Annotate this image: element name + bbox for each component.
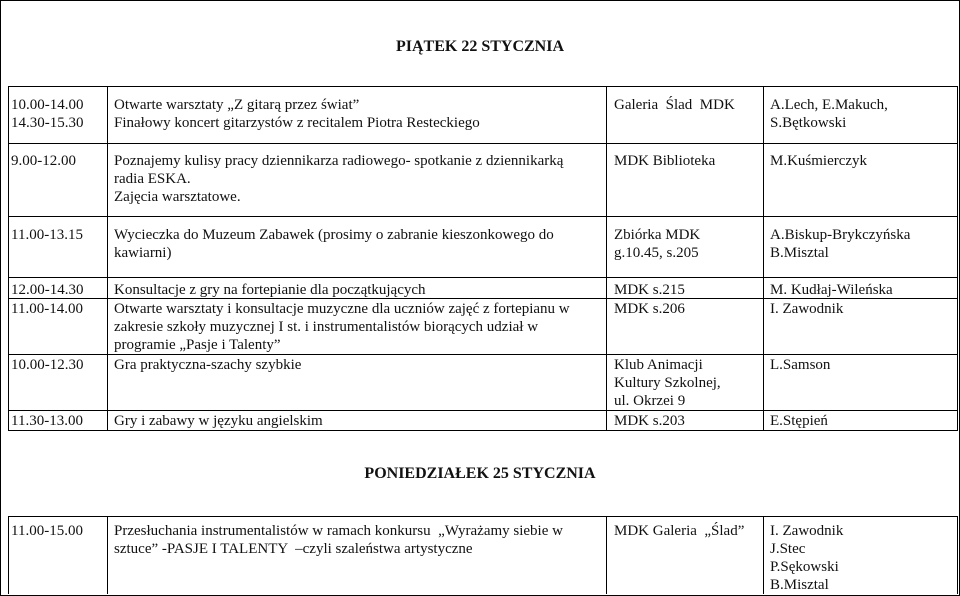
table-rule <box>763 516 764 594</box>
table-rule <box>107 86 108 430</box>
row-description: Przesłuchania instrumentalistów w ramach konkursu „Wyrażamy siebie w sztuce” -PASJE I TALENTY –czyli szaleństwa artystyczne <box>114 523 563 557</box>
row-description: Gry i zabawy w języku angielskim <box>114 413 323 429</box>
table-rule <box>763 86 764 430</box>
row-description: Konsultacje z gry na fortepianie dla początkujących <box>114 282 426 298</box>
table-rule <box>606 86 607 430</box>
table-rule <box>957 516 958 594</box>
table-rule <box>8 298 958 299</box>
row-description: Otwarte warsztaty „Z gitarą przez świat” Finałowy koncert gitarzystów z recitalem Piotra Resteckiego <box>114 97 480 131</box>
row-time: 10.00-12.30 <box>11 357 84 373</box>
table-rule <box>8 516 958 517</box>
row-person: M.Kuśmierczyk <box>770 153 868 169</box>
table-rule <box>8 516 9 594</box>
row-description: Otwarte warsztaty i konsultacje muzyczne dla uczniów zajęć z fortepianu w zakresie szkoły muzycznej I st. i instrumentalistów biorących udział w programie „Pasje i Talenty” <box>114 301 570 353</box>
row-person: A.Biskup-Brykczyńska B.Misztal <box>770 227 911 261</box>
row-time: 12.00-14.30 <box>11 282 84 298</box>
table-rule <box>8 216 958 217</box>
table-rule <box>8 410 958 411</box>
row-place: MDK Galeria „Ślad” <box>614 523 745 539</box>
row-place: MDK s.206 <box>614 301 685 317</box>
row-place: MDK Biblioteka <box>614 153 716 169</box>
row-time: 11.00-13.15 <box>11 227 83 243</box>
row-person: I. Zawodnik <box>770 301 844 317</box>
table-rule <box>8 86 958 87</box>
row-person: A.Lech, E.Makuch, S.Bętkowski <box>770 97 888 131</box>
row-place: MDK s.215 <box>614 282 685 298</box>
row-person: E.Stępień <box>770 413 828 429</box>
row-place: Klub Animacji Kultury Szkolnej, ul. Okrzei 9 <box>614 357 721 409</box>
table-rule <box>957 86 958 430</box>
row-person: I. Zawodnik J.Stec P.Sękowski B.Misztal <box>770 523 844 593</box>
row-place: Zbiórka MDK g.10.45, s.205 <box>614 227 701 261</box>
row-time: 9.00-12.00 <box>11 153 76 169</box>
table-rule <box>8 430 958 431</box>
table-rule <box>107 516 108 594</box>
day2-title: PONIEDZIAŁEK 25 STYCZNIA <box>364 465 596 482</box>
table-rule <box>8 354 958 355</box>
row-description: Gra praktyczna-szachy szybkie <box>114 357 302 373</box>
row-place: Galeria Ślad MDK <box>614 97 735 113</box>
row-time: 11.30-13.00 <box>11 413 83 429</box>
table-rule <box>8 277 958 278</box>
table-rule <box>606 516 607 594</box>
row-place: MDK s.203 <box>614 413 685 429</box>
row-description: Poznajemy kulisy pracy dziennikarza radiowego- spotkanie z dziennikarką radia ESKA. Zajęcia warsztatowe. <box>114 153 564 205</box>
row-time: 11.00-15.00 <box>11 523 83 539</box>
row-time: 10.00-14.00 14.30-15.30 <box>11 97 84 131</box>
row-person: L.Samson <box>770 357 831 373</box>
row-description: Wycieczka do Muzeum Zabawek (prosimy o zabranie kieszonkowego do kawiarni) <box>114 227 554 261</box>
row-time: 11.00-14.00 <box>11 301 83 317</box>
day1-title: PIĄTEK 22 STYCZNIA <box>395 38 565 55</box>
table-rule <box>8 143 958 144</box>
table-rule <box>8 86 9 430</box>
row-person: M. Kudłaj-Wileńska <box>770 282 893 298</box>
